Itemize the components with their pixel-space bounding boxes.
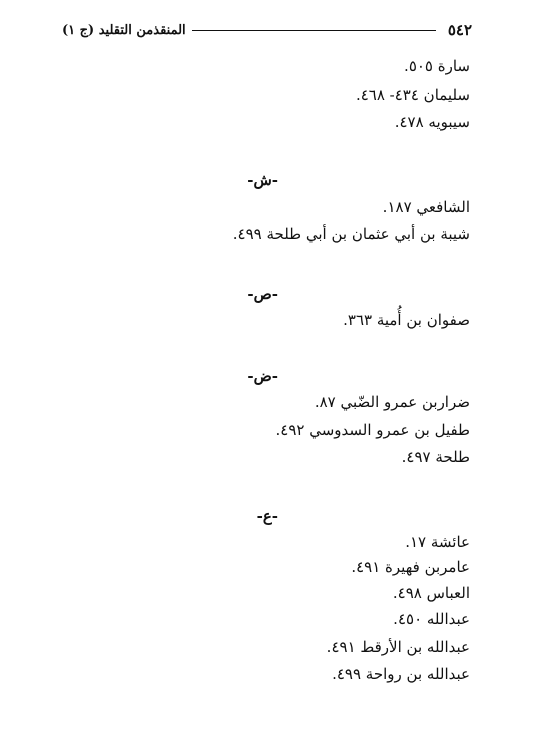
page-number: ٥٤٢ <box>447 21 472 39</box>
index-entry: عائشة ١٧. <box>405 533 470 551</box>
index-entry: صفوان بن أُمية ٣٦٣. <box>343 311 470 329</box>
index-entry: سارة ٥٠٥. <box>404 57 470 75</box>
index-entry: ضراربن عمرو الضّبي ٨٧. <box>314 393 470 411</box>
index-entry: العباس ٤٩٨. <box>392 584 470 602</box>
index-entry: طفيل بن عمرو السدوسي ٤٩٢. <box>275 421 470 439</box>
index-entry: شيبة بن أبي عثمان بن أبي طلحة ٤٩٩. <box>232 225 470 243</box>
index-entry: عبدالله بن الأرقط ٤٩١. <box>326 638 470 656</box>
section-heading: -ض- <box>247 367 278 385</box>
index-entry: طلحة ٤٩٧. <box>401 448 470 466</box>
running-title: المنقذمن التقليد (ج ١) <box>62 22 186 38</box>
index-entry: الشافعي ١٨٧. <box>382 198 470 216</box>
index-entry: عامربن فهيرة ٤٩١. <box>351 558 470 576</box>
section-heading: -ش- <box>247 171 278 189</box>
section-heading: -ع- <box>256 507 278 525</box>
index-entry: سيبويه ٤٧٨. <box>394 113 470 131</box>
index-entry: عبدالله ٤٥٠. <box>393 610 470 628</box>
header-rule <box>192 30 436 31</box>
section-heading: -ص- <box>247 285 278 303</box>
index-entry: سليمان ٤٣٤- ٤٦٨. <box>355 86 470 104</box>
index-entry: عبدالله بن رواحة ٤٩٩. <box>332 665 470 683</box>
running-header <box>62 20 472 40</box>
